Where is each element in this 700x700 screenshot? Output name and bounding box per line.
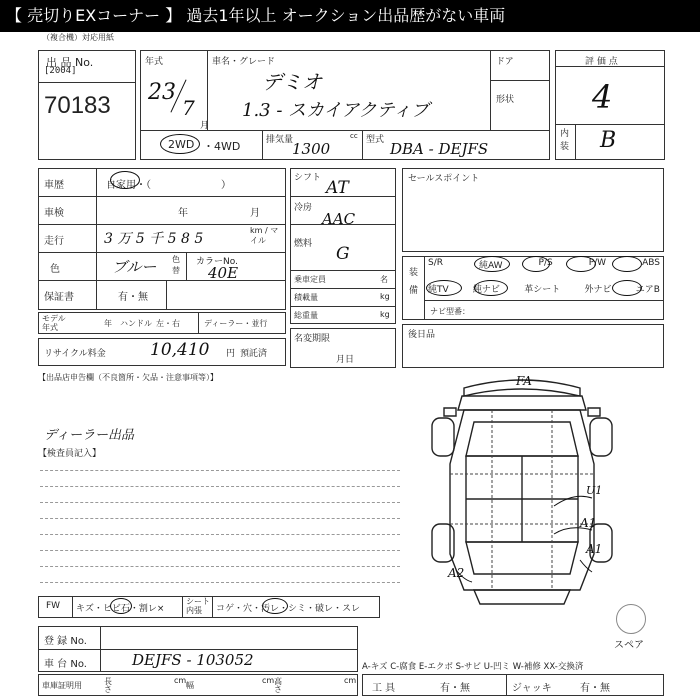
chassis-label: 車 台 No.: [44, 659, 87, 670]
tools-value: 有・無: [440, 683, 470, 694]
equip-genuine-tv: 純TV: [428, 285, 449, 295]
mileage-label: 走行: [44, 236, 64, 247]
weight-label: 総重量: [294, 311, 318, 320]
length-unit: cm: [174, 676, 187, 685]
width-label: 幅: [186, 681, 194, 690]
declaration-note: ディーラー出品: [44, 428, 134, 443]
model-year-unit: 年: [104, 319, 112, 328]
inspection-month: 月: [250, 208, 260, 219]
model-year-label: モデル年式: [42, 314, 66, 332]
damage-a1-rear: A1: [586, 542, 603, 556]
handle-label: ハンドル: [120, 319, 152, 328]
car-grade: 1.3 - スカイアクティブ: [242, 100, 430, 121]
equip-genuine-navi: 純ナビ: [472, 285, 500, 295]
drive-2wd: 2WD: [168, 138, 195, 151]
seat-label: シート内張: [186, 597, 210, 615]
height-unit: cm: [344, 676, 357, 685]
colorno-value: 40E: [208, 264, 239, 282]
damage-u1: U1: [586, 484, 603, 497]
declaration-label: 【出品店申告欄（不良箇所・欠品・注意事項等）】: [38, 373, 218, 382]
color-value: ブルー: [112, 258, 157, 276]
warranty-label: 保証書: [44, 292, 74, 303]
tools-label: 工 具: [372, 683, 396, 694]
color-label: 色: [50, 264, 60, 275]
shape-label: 形状: [496, 95, 515, 105]
handle-value: 左・右: [156, 319, 180, 328]
lot-label: 出 品 No.: [46, 56, 94, 69]
jack-label: ジャッキ: [512, 683, 552, 694]
drive-4wd: ・4WD: [203, 140, 241, 153]
damage-a1-side: A1: [580, 516, 597, 530]
recycle-label: リサイクル料金: [44, 349, 106, 359]
history-value: 自家用・（ ）: [106, 180, 231, 191]
name-change-label: 名変期限: [294, 334, 331, 344]
color-change-label: 色替: [172, 255, 180, 275]
equipment-label: 装備: [409, 268, 419, 296]
interior-label: 内装: [560, 129, 570, 152]
load-label: 積載量: [294, 293, 318, 302]
name-change-unit: 月日: [336, 355, 355, 365]
fw-label: FW: [46, 601, 61, 611]
dealer-label: ディーラー・並行: [204, 319, 268, 328]
name-label: 車名・グレード: [212, 57, 276, 67]
equip-sr: S/R: [428, 258, 443, 268]
damage-legend: A-キズ C-腐食 E-エクボ S-サビ U-凹ミ W-補修 XX-交換済: [362, 662, 584, 672]
diagram-front: FA: [516, 374, 532, 388]
garage-cert-box: [38, 674, 358, 696]
model-label: 型式: [366, 135, 385, 145]
door-label: ドア: [496, 57, 514, 67]
warranty-value: 有・無: [118, 292, 148, 303]
equip-airbag: エアB: [635, 285, 660, 295]
ac-label: 冷房: [294, 203, 313, 213]
sales-label: セールスポイント: [408, 174, 480, 184]
interior-value: B: [600, 128, 617, 153]
mileage-unit: km / マイル: [250, 226, 279, 245]
history-label: 車歴: [44, 180, 64, 191]
car-name: デミオ: [262, 70, 322, 94]
capacity-unit: 名: [380, 275, 388, 284]
displacement-label: 排気量: [266, 135, 294, 145]
load-unit: kg: [380, 292, 390, 301]
month-unit: 月: [200, 121, 210, 131]
recycle-deposit: 預託済: [240, 349, 268, 359]
chassis-value: DEJFS - 103052: [132, 651, 254, 669]
reg-label: 登 録 No.: [44, 636, 87, 647]
score-label: 評 価 点: [585, 57, 618, 67]
inspector-label: 【検査員記入】: [38, 449, 102, 459]
ac-value: AAC: [322, 210, 356, 228]
colorno-label: カラーNo.: [196, 257, 238, 267]
navi-model-label: ナビ型番：: [430, 307, 470, 316]
seat-items: コゲ・穴・汚レ・シミ・破レ・スレ: [216, 604, 361, 614]
length-label: 長さ: [104, 677, 112, 694]
delivery-box: [402, 324, 664, 368]
fuel-label: 燃料: [294, 239, 313, 249]
fuel-value: G: [336, 244, 350, 264]
mileage-value: 3 万 5 千 5 8 5: [104, 231, 204, 247]
lot-year-tag: [2004]: [44, 66, 77, 76]
recycle-value: 10,410: [150, 340, 210, 360]
month-value: 7: [182, 96, 195, 120]
inspection-year: 年: [178, 208, 188, 219]
weight-unit: kg: [380, 310, 390, 319]
fw-items: キズ・ヒビ石・割レ×: [76, 604, 165, 614]
lot-number: 70183: [44, 92, 111, 119]
equip-leather-seat: 革シート: [524, 285, 561, 295]
shift-label: シフト: [294, 173, 322, 183]
damage-a2: A2: [448, 566, 465, 580]
year-label: 年式: [145, 57, 164, 67]
equip-pw: P/W: [588, 258, 607, 268]
spare-label: スペア: [614, 640, 644, 651]
equip-genuine-aw: 純AW: [478, 261, 503, 271]
model-value: DBA - DEJFS: [390, 140, 489, 158]
displacement-value: 1300: [292, 140, 331, 158]
width-unit: cm: [262, 676, 275, 685]
height-label: 高さ: [274, 677, 282, 694]
equip-aftermarket-navi: 外ナビ: [584, 285, 612, 295]
delivery-label: 後日品: [408, 330, 436, 340]
form-note: （複合機）対応用紙: [42, 33, 114, 42]
jack-value: 有・無: [580, 683, 610, 694]
equip-ps: P/S: [538, 258, 553, 268]
recycle-unit: 円: [226, 349, 236, 359]
equip-abs: ABS: [642, 258, 660, 268]
banner-title: 【 売切りEXコーナー 】 過去1年以上 オークション出品歴がない車両: [0, 0, 700, 32]
displacement-unit: cc: [350, 132, 358, 140]
score-value: 4: [592, 78, 613, 116]
car-diagram: [404, 374, 640, 614]
year-value: 23: [148, 80, 176, 105]
capacity-label: 乗車定員: [294, 275, 326, 284]
inspection-label: 車検: [44, 208, 64, 219]
cert-label: 車庫証明用: [42, 681, 82, 690]
shift-value: AT: [326, 178, 349, 198]
